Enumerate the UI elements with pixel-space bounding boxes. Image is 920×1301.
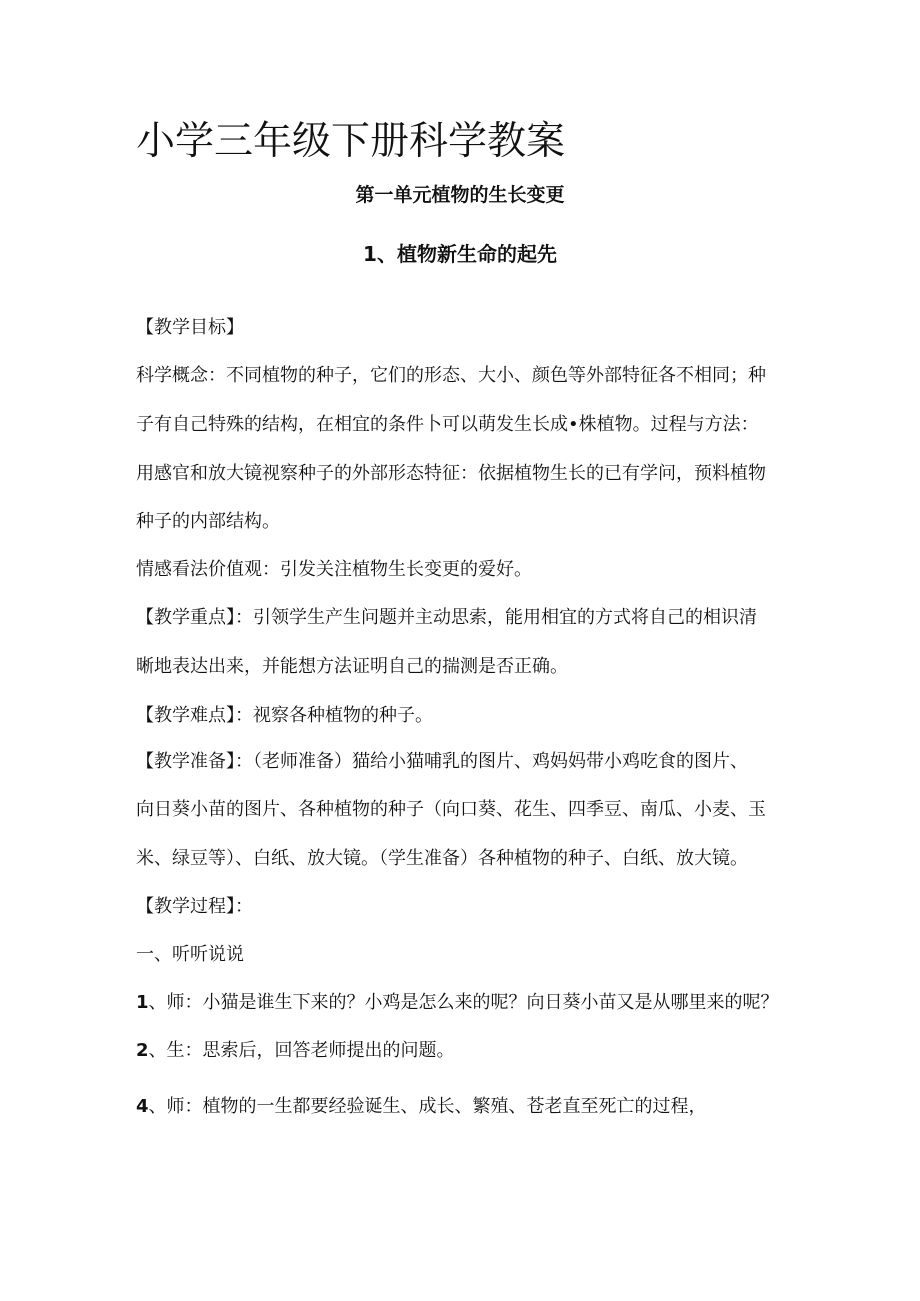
prep-line-1: 【教学准备】：（老师准备）猫给小猫哺乳的图片、鸡妈妈带小鸡吃食的图片、 bbox=[136, 751, 748, 772]
unit-title: 第一单元植物的生长变更 bbox=[355, 184, 565, 206]
process-heading: 【教学过程】： bbox=[136, 896, 253, 917]
prep-line-3: 米、绿豆等）、白纸、放大镜。（学生准备）各种植物的种子、白纸、放大镜。 bbox=[136, 848, 748, 869]
key-points-line-1: 【教学重点】：引领学生产生问题并主动思索，能用相宜的方式将自己的相识清 bbox=[136, 607, 757, 628]
concept-line-3: 用感官和放大镜视察种子的外部形态特征：依据植物生长的已有学问，预料植物 bbox=[136, 463, 766, 484]
step-2-text: 、生：思索后，回答老师提出的问题。 bbox=[148, 1040, 455, 1061]
step-4-text: 、师：植物的一生都要经验诞生、成长、繁殖、苍老直至死亡的过程， bbox=[148, 1096, 707, 1117]
objectives-heading: 【教学目标】 bbox=[136, 317, 244, 338]
step-1-text: 、师：小猫是谁生下来的？小鸡是怎么来的呢？向日葵小苗又是从哪里来的呢？ bbox=[148, 992, 779, 1013]
document-title: 小学三年级下册科学教案 bbox=[136, 119, 566, 164]
prep-line-2: 向日葵小苗的图片、各种植物的种子（向口葵、花生、四季豆、南瓜、小麦、玉 bbox=[136, 799, 766, 820]
concept-line-1: 科学概念：不同植物的种子，它们的形态、大小、颜色等外部特征各不相同；种 bbox=[136, 365, 766, 386]
step-4 bbox=[136, 1095, 707, 1119]
attitude-line: 情感看法价值观：引发关注植物生长变更的爱好。 bbox=[136, 559, 532, 580]
concept-line-4: 种子的内部结构。 bbox=[136, 511, 280, 532]
step-1 bbox=[136, 991, 779, 1015]
step-4-number: 4 bbox=[136, 1096, 149, 1117]
step-2 bbox=[136, 1039, 455, 1063]
difficulty-line: 【教学难点】：视察各种植物的种子。 bbox=[136, 705, 433, 726]
lesson-title: 1、植物新生命的起先 bbox=[363, 242, 557, 266]
concept-line-2: 子有自己特殊的结构，在相宜的条件卜可以萌发生长成•株植物。过程与方法： bbox=[136, 414, 759, 435]
section-one-heading: 一、听听说说 bbox=[136, 944, 244, 965]
step-1-number: 1 bbox=[136, 992, 149, 1013]
step-2-number: 2 bbox=[136, 1040, 149, 1061]
key-points-line-2: 晰地表达出来，并能想方法证明自己的揣测是否正确。 bbox=[136, 656, 568, 677]
